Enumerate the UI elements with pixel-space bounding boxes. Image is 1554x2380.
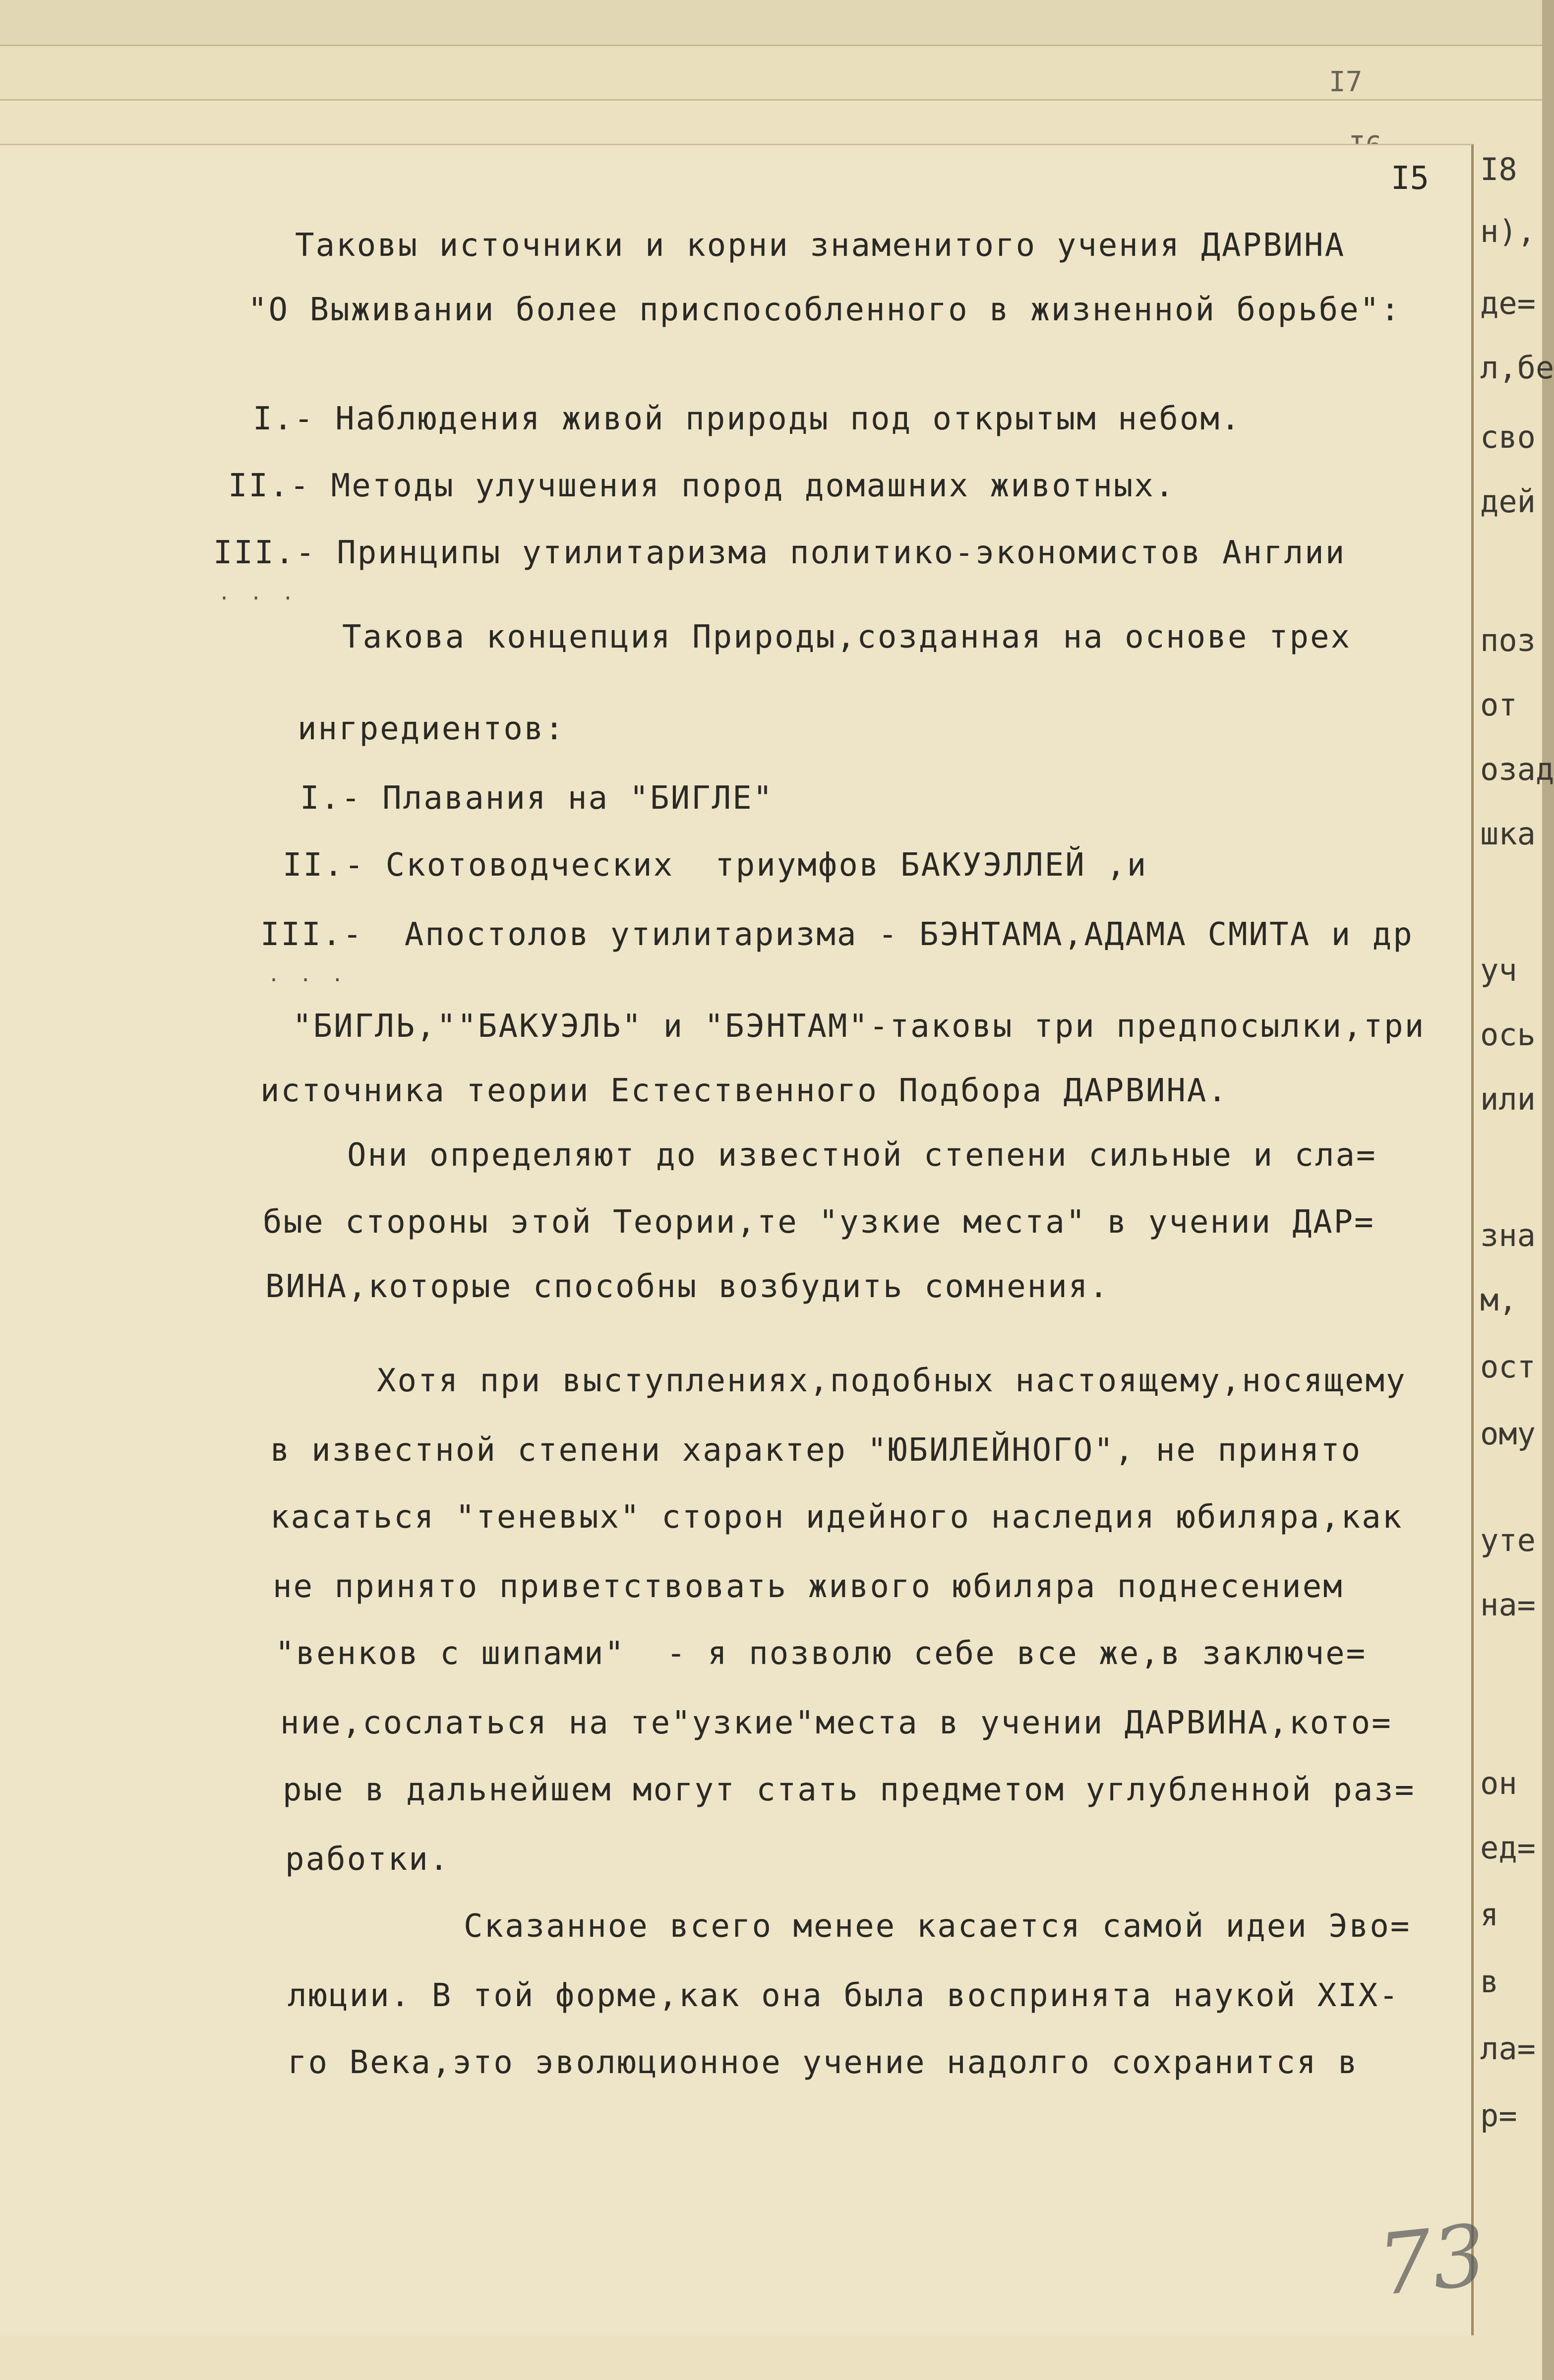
text-line: не принято приветствовать живого юбиляра поднесением	[273, 1568, 1344, 1605]
edge-fragment: н),	[1480, 213, 1536, 249]
list-item: I.- Плавания на "БИГЛЕ"	[300, 780, 774, 817]
document-page	[0, 144, 1474, 2335]
text-line: источника теории Естественного Подбора ДАРВИНА.	[260, 1072, 1228, 1109]
edge-fragment: в	[1480, 1964, 1499, 2000]
text-line: Хотя при выступлениях,подобных настоящему,носящему	[377, 1363, 1407, 1399]
edge-fragment: или	[1480, 1081, 1536, 1117]
edge-fragment: на=	[1480, 1587, 1536, 1623]
text-line: касаться "теневых" сторон идейного наследия юбиляра,как	[270, 1499, 1403, 1536]
list-item: II.- Методы улучшения пород домашних животных.	[228, 468, 1176, 504]
edge-fragment: от	[1480, 687, 1517, 723]
text-line: работки.	[285, 1841, 450, 1878]
edge-fragment: ому	[1480, 1416, 1536, 1452]
text-line: го Века,это эволюционное учение надолго сохранится в	[288, 2044, 1359, 2081]
text-line: Они определяют до известной степени сильные и сла=	[347, 1137, 1377, 1174]
text-line: в известной степени характер "ЮБИЛЕЙНОГО", не принято	[270, 1432, 1362, 1469]
edge-fragment: озад	[1480, 751, 1554, 787]
edge-fragment: м,	[1480, 1282, 1517, 1318]
text-line: ингредиентов:	[298, 711, 565, 747]
edge-fragment: ла=	[1480, 2030, 1536, 2067]
text-line: ВИНА,которые способны возбудить сомнения.	[265, 1268, 1110, 1305]
list-item: II.- Скотоводческих триумфов БАКУЭЛЛЕЙ ,и	[283, 847, 1148, 884]
text-line: рые в дальнейшем могут стать предметом углубленной раз=	[283, 1772, 1416, 1808]
text-line: Сказанное всего менее касается самой идеи Эво=	[464, 1908, 1411, 1945]
list-item: III.- Апостолов утилитаризма - БЭНТАМА,АДАМА СМИТА и др	[260, 916, 1414, 953]
edge-fragment: сво	[1480, 419, 1536, 455]
text-line: "венков с шипами" - я позволю себе все же,в заключе=	[275, 1635, 1367, 1672]
edge-fragment: ед=	[1480, 1830, 1536, 1866]
back-page-number-1: I7	[1329, 66, 1363, 98]
text-line: Таковы источники и корни знаменитого учения ДАРВИНА	[295, 227, 1346, 264]
text-line: люции. В той форме,как она была воспринята наукой XIX-	[288, 1977, 1400, 2014]
list-item: III.- Принципы утилитаризма политико-экономистов Англии	[213, 535, 1346, 571]
edge-fragment: уте	[1480, 1522, 1536, 1558]
edge-fragment: поз	[1480, 622, 1536, 658]
page-number: I5	[1391, 160, 1430, 197]
text-line: ние,сослаться на те"узкие"места в учении ДАРВИНА,кото=	[280, 1705, 1392, 1741]
text-line: "БИГЛЬ,""БАКУЭЛЬ" и "БЭНТАМ"-таковы три предпосылки,три	[293, 1008, 1426, 1045]
archive-folio-number: 73	[1374, 2206, 1491, 2315]
edge-fragment: я	[1480, 1897, 1499, 1933]
edge-fragment: ост	[1480, 1349, 1536, 1385]
text-line: "О Выживании более приспособленного в жизненной борьбе":	[248, 292, 1401, 328]
edge-fragment: ось	[1480, 1016, 1536, 1053]
edge-fragment: шка	[1480, 816, 1536, 852]
edge-fragment: р=	[1480, 2097, 1517, 2134]
list-item: I.- Наблюдения живой природы под открытым небом.	[253, 401, 1242, 437]
edge-fragment: уч	[1480, 952, 1517, 988]
text-line: Такова концепция Природы,созданная на основе трех	[342, 619, 1352, 655]
dot-marks: . . .	[268, 963, 348, 986]
edge-fragment: л,бе	[1480, 350, 1554, 386]
text-line: бые стороны этой Теории,те "узкие места" в учении ДАР=	[263, 1204, 1375, 1241]
edge-fragment: де=	[1480, 285, 1536, 321]
dot-marks: . . .	[218, 582, 298, 604]
edge-fragment: зна	[1480, 1217, 1536, 1253]
edge-fragment: дей	[1480, 483, 1536, 520]
right-page-number: I8	[1480, 151, 1517, 187]
edge-fragment: он	[1480, 1765, 1517, 1801]
